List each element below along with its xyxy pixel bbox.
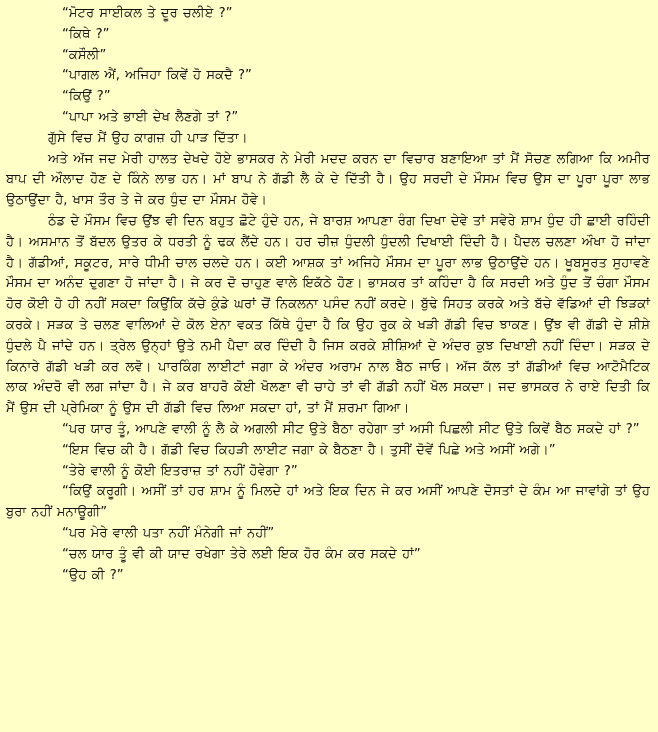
dialogue-line: “ਕਿਉਂ ?”	[62, 89, 111, 105]
dialogue-line: “ਕਿਥੇ ?”	[62, 26, 110, 42]
dialogue-line: “ਪਰ ਯਾਰ ਤੂੰ, ਆਪਣੇ ਵਾਲੀ ਨੂੰ ਲੈ ਕੇ ਅਗਲੀ ਸੀਟ ਉਤੇ ਬੈਠਾ ਰਹੇਗਾ ਤਾਂ ਅਸੀ ਪਿਛਲੀ ਸੀਟ ਉਤੇ ਕਿਵੇਂ ਬੈਠ ਸਕਦੇ ਹਾਂ ?”	[62, 421, 640, 437]
narration-paragraph: ਗੁੱਸੇ ਵਿਚ ਮੈਂ ਉਹ ਕਾਗਜ਼ ਹੀ ਪਾੜ ਦਿੱਤਾ।	[48, 130, 248, 146]
dialogue-line: “ਪਰ ਮੇਰੇ ਵਾਲੀ ਪਤਾ ਨਹੀਂ ਮੰਨੇਗੀ ਜਾਂ ਨਹੀਂ”	[62, 525, 275, 541]
dialogue-line: “ਕਿਉਂ ਕਰੂਗੀ। ਅਸੀਂ ਤਾਂ ਹਰ ਸ਼ਾਮ ਨੂੰ ਮਿਲਦੇ ਹਾਂ ਅਤੇ ਇਕ ਦਿਨ ਜੇ ਕਰ ਅਸੀਂ ਆਪਣੇ ਦੋਸਤਾਂ ਦੇ ਕੰਮ ਆ ਜਾਵਾਂਗੇ ਤਾਂ ਉਹ ਬੁਰਾ ਨਹੀਂ ਮਨਾਊਗੀ”	[6, 484, 650, 521]
dialogue-line: “ਚਲ ਯਾਰ ਤੂੰ ਵੀ ਕੀ ਯਾਦ ਰਖੇਗਾ ਤੇਰੇ ਲਈ ਇਕ ਹੋਰ ਕੰਮ ਕਰ ਸਕਦੇ ਹਾਂ”	[62, 546, 421, 562]
dialogue-line: “ਪਾਪਾ ਅਤੇ ਭਾਈ ਦੇਖ ਲੈਣਗੇ ਤਾਂ ?”	[62, 109, 239, 125]
narration-paragraph: ਅਤੇ ਅੱਜ ਜਦ ਮੇਰੀ ਹਾਲਤ ਦੇਖਦੇ ਹੋਏ ਭਾਸਕਰ ਨੇ ਮੇਰੀ ਮਦਦ ਕਰਨ ਦਾ ਵਿਚਾਰ ਬਣਾਇਆ ਤਾਂ ਮੈਂ ਸੋਚਣ ਲਗਿਆ ਕਿ ਅਮੀਰ ਬਾਪ ਦੀ ਔਲਾਦ ਹੋਣ ਦੇ ਕਿੰਨੇ ਲਾਭ ਹਨ। ਮਾਂ ਬਾਪ ਨੇ ਗੱਡੀ ਲੈ ਕੇ ਦੇ ਦਿੱਤੀ ਹੈ। ਉਹ ਸਰਦੀ ਦੇ ਮੌਸਮ ਵਿਚ ਉਸ ਦਾ ਪੂਰਾ ਪੂਰਾ ਲਾਭ ਉਠਾਉਂਦਾ ਹੈ, ਖਾਸ ਤੌਰ ਤੇ ਜੇ ਕਰ ਧੁੰਦ ਦਾ ਮੌਸਮ ਹੋਵੇ।	[6, 151, 650, 209]
dialogue-line: “ਤੇਰੇ ਵਾਲੀ ਨੂੰ ਕੋਈ ਇਤਰਾਜ਼ ਤਾਂ ਨਹੀਂ ਹੋਵੇਗਾ ?”	[62, 463, 298, 479]
narration-paragraph: ਠੰਡ ਦੇ ਮੌਸਮ ਵਿਚ ਉਂਝ ਵੀ ਦਿਨ ਬਹੁਤ ਛੋਟੇ ਹੁੰਦੇ ਹਨ, ਜੇ ਬਾਰਸ਼ ਆਪਣਾ ਰੰਗ ਦਿਖਾ ਦੇਵੇ ਤਾਂ ਸਵੇਰੇ ਸ਼ਾਮ ਧੁੰਦ ਹੀ ਛਾਈ ਰਹਿੰਦੀ ਹੈ। ਅਸਮਾਨ ਤੋਂ ਬੱਦਲ ਉਤਰ ਕੇ ਧਰਤੀ ਨੂੰ ਢਕ ਲੈਂਦੇ ਹਨ। ਹਰ ਚੀਜ਼ ਧੁੰਦਲੀ ਧੁੰਦਲੀ ਦਿਖਾਈ ਦਿੰਦੀ ਹੈ। ਪੈਦਲ ਚਲਣਾ ਔਖਾ ਹੋ ਜਾਂਦਾ ਹੈ। ਗੱਡੀਆਂ, ਸਕੂਟਰ, ਸਾਰੇ ਧੀਮੀ ਚਾਲ ਚਲਦੇ ਹਨ। ਕਈ ਆਸ਼ਕ ਤਾਂ ਅਜਿਹੇ ਮੌਸਮ ਦਾ ਪੂਰਾ ਲਾਭ ਉਠਾਉਂਦੇ ਹਨ। ਖੂਬਸੂਰਤ ਸੁਹਾਵਣੇ ਮੌਸਮ ਦਾ ਅਨੰਦ ਦੁਗਣਾ ਹੋ ਜਾਂਦਾ ਹੈ। ਜੇ ਕਰ ਦੋ ਚਾਹੁਣ ਵਾਲੇ ਇਕੱਠੇ ਹੋਣ। ਭਾਸਕਰ ਤਾਂ ਕਹਿੰਦਾ ਹੈ ਕਿ ਸਰਦੀ ਅਤੇ ਧੁੰਦ ਤੋਂ ਚੰਗਾ ਮੌਸਮ ਹੋਰ ਕੋਈ ਹੋ ਹੀ ਨਹੀਂ ਸਕਦਾ ਕਿਉਂਕਿ ਕੱਚੇ ਕੁੰਡੇ ਘਰਾਂ ਚੋਂ ਨਿਕਲਨਾ ਪਸੰਦ ਨਹੀਂ ਕਰਦੇ। ਬੁੱਢੇ ਸਿਹਤ ਕਰਕੇ ਅਤੇ ਬੱਚੇ ਵੱਡਿਆਂ ਦੀ ਝਿੜਕਾਂ ਕਰਕੇ। ਸੜਕ ਤੇ ਚਲਣ ਵਾਲਿਆਂ ਦੇ ਕੋਲ ਏਨਾ ਵਕਤ ਕਿੱਥੇ ਹੁੰਦਾ ਹੈ ਕਿ ਉਹ ਰੁਕ ਕੇ ਖੜੀ ਗੱਡੀ ਵਿਚ ਝਾਕਣ। ਉਂਝ ਵੀ ਗੱਡੀ ਦੇ ਸ਼ੀਸ਼ੇ ਧੁੰਦਲੇ ਪੈ ਜਾਂਦੇ ਹਨ। ਤ੍ਰੇਲ ਉਨ੍ਹਾਂ ਉਤੇ ਨਮੀ ਪੈਦਾ ਕਰ ਦਿੰਦੀ ਹੈ ਜਿਸ ਕਰਕੇ ਸ਼ੀਸ਼ਿਆਂ ਦੇ ਅੰਦਰ ਕੁਝ ਦਿਖਾਈ ਨਹੀਂ ਦਿੰਦਾ। ਸੜਕ ਦੇ ਕਿਨਾਰੇ ਗੱਡੀ ਖੜੀ ਕਰ ਲਵੋ। ਪਾਰਕਿੰਗ ਲਾਈਟਾਂ ਜਗਾ ਕੇ ਅੰਦਰ ਅਰਾਮ ਨਾਲ ਬੈਠ ਜਾਓ। ਅੱਜ ਕੱਲ ਤਾਂ ਗੱਡੀਆਂ ਵਿਚ ਆਟੋਮੈਟਿਕ ਲਾਕ ਅੰਦਰੋ ਵੀ ਲਗ ਜਾਂਦਾ ਹੈ। ਜੇ ਕਰ ਬਾਹਰੋ ਕੋਈ ਖੋਲਣਾ ਵੀ ਚਾਹੇ ਤਾਂ ਵੀ ਗੱਡੀ ਨਹੀਂ ਖੋਲ ਸਕਦਾ। ਜਦ ਭਾਸਕਰ ਨੇ ਰਾਏ ਦਿਤੀ ਕਿ ਮੈਂ ਉਸ ਦੀ ਪ੍ਰੇਮਿਕਾ ਨੂੰ ਉਸ ਦੀ ਗੱਡੀ ਵਿਚ ਲਿਆ ਸਕਦਾ ਹਾਂ, ਤਾਂ ਮੈਂ ਸ਼ਰਮਾ ਗਿਆ।	[6, 213, 650, 417]
dialogue-line: “ਉਹ ਕੀ ?”	[62, 567, 124, 583]
dialogue-line: “ਕਸੌਲੀ”	[62, 47, 107, 63]
dialogue-line: “ਪਾਗਲ ਐਂ, ਅਜਿਹਾ ਕਿਵੇਂ ਹੋ ਸਕਦੈ ?”	[62, 68, 252, 84]
dialogue-line: “ਮੋਟਰ ਸਾਈਕਲ ਤੇ ਦੂਰ ਚਲੀਏ ?”	[62, 6, 233, 21]
dialogue-line: “ਇਸ ਵਿਚ ਕੀ ਹੈ। ਗੱਡੀ ਵਿਚ ਕਿਹੜੀ ਲਾਈਟ ਜਗਾ ਕੇ ਬੈਠਣਾ ਹੈ। ਤੁਸੀਂ ਦੋਵੇਂ ਪਿਛੇ ਅਤੇ ਅਸੀਂ ਅਗੇ।”	[62, 442, 556, 458]
